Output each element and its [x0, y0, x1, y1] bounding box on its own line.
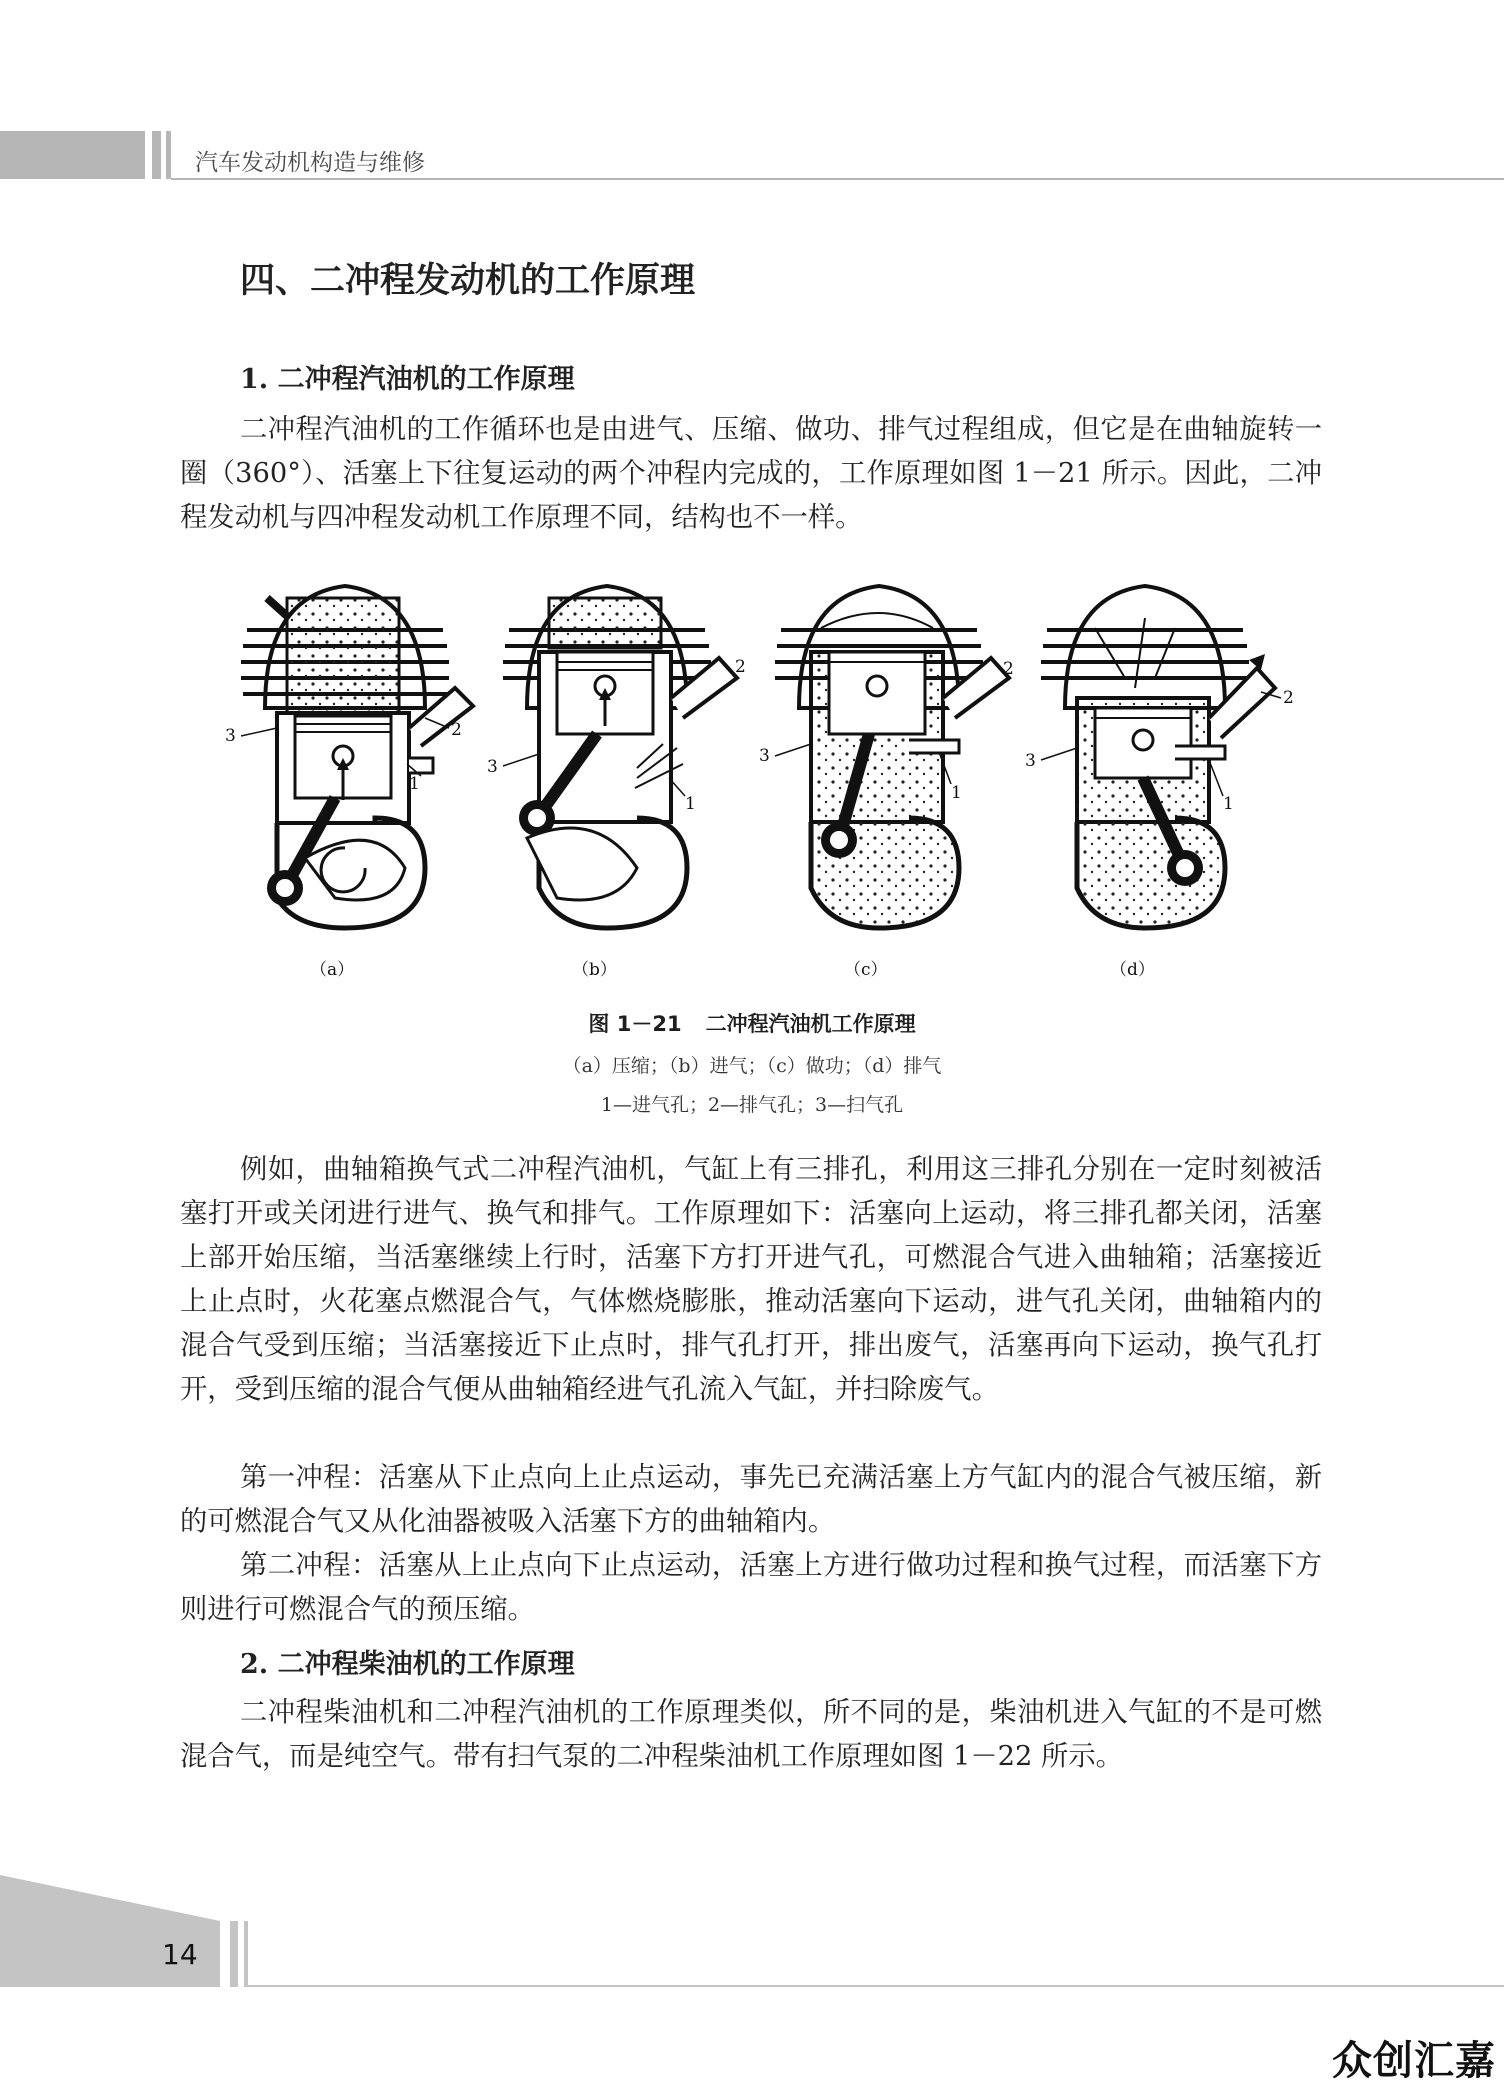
engine-diagram-d [1025, 586, 1294, 980]
figure-number: 图 1－21 [588, 1012, 682, 1036]
part-label-2: 2 [1283, 688, 1294, 708]
page-number: 14 [162, 1938, 198, 1971]
subsection-heading-gasoline: 1. 二冲程汽油机的工作原理 [240, 364, 575, 395]
engine-diagram-c [759, 586, 1014, 980]
panel-label-c: （c） [844, 960, 888, 980]
part-label-2: 2 [451, 720, 462, 740]
part-label-2: 2 [1003, 659, 1014, 679]
paragraph-intro: 二冲程汽油机的工作循环也是由进气、压缩、做功、排气过程组成，但它是在曲轴旋转一圈（360°）、活塞上下往复运动的两个冲程内完成的，工作原理如图 1－21 所示。因此，二冲程发动机与四冲程发动机工作原理不同，结构也不一样。 [180, 414, 1322, 533]
header-decor-bar [166, 131, 171, 179]
paragraph-first-stroke: 第一冲程：活塞从下止点向上止点运动，事先已充满活塞上方气缸内的混合气被压缩，新的可燃混合气又从化油器被吸入活塞下方的曲轴箱内。 [180, 1462, 1322, 1537]
header-decor-block [0, 131, 145, 179]
header-decor-bar [152, 131, 161, 179]
figure-caption [0, 1008, 1504, 1038]
running-header-title: 汽车发动机构造与维修 [195, 150, 425, 176]
part-label-2: 2 [735, 657, 746, 677]
figure-title: 二冲程汽油机工作原理 [705, 1012, 916, 1036]
paragraph-second-stroke: 第二冲程：活塞从上止点向下止点运动，活塞上方进行做功过程和换气过程，而活塞下方则进行可燃混合气的预压缩。 [180, 1550, 1322, 1625]
paragraph-diesel: 二冲程柴油机和二冲程汽油机的工作原理类似，所不同的是，柴油机进入气缸的不是可燃混合气，而是纯空气。带有扫气泵的二冲程柴油机工作原理如图 1－22 所示。 [180, 1697, 1322, 1772]
part-label-1: 1 [1223, 794, 1234, 814]
section-heading: 四、二冲程发动机的工作原理 [240, 261, 696, 301]
figure-subcaption-parts: 1—进气孔；2—排气孔；3—扫气孔 [600, 1094, 904, 1116]
paragraph-example: 例如，曲轴箱换气式二冲程汽油机，气缸上有三排孔，利用这三排孔分别在一定时刻被活塞打开或关闭进行进气、换气和排气。工作原理如下：活塞向上运动，将三排孔都关闭，活塞上部开始压缩，当活塞继续上行时，活塞下方打开进气孔，可燃混合气进入曲轴箱；活塞接近上止点时，火花塞点燃混合气，气体燃烧膨胀，推动活塞向下运动，进气孔关闭，曲轴箱内的混合气受到压缩；当活塞接近下止点时，排气孔打开，排出废气，活塞再向下运动，换气孔打开，受到压缩的混合气便从曲轴箱经进气孔流入气缸，并扫除废气。 [180, 1154, 1322, 1405]
header-rule [171, 178, 1504, 180]
part-label-3: 3 [225, 726, 236, 746]
part-label-3: 3 [1025, 751, 1036, 771]
part-label-3: 3 [487, 757, 498, 777]
panel-label-b: （b） [572, 960, 617, 980]
part-label-1: 1 [951, 783, 962, 803]
part-label-1: 1 [685, 794, 696, 814]
engine-diagram-figure [225, 568, 1315, 988]
panel-label-d: （d） [1110, 960, 1155, 980]
engine-diagram-b [487, 586, 746, 980]
publisher-watermark: 众创汇嘉 [1332, 2038, 1496, 2084]
panel-label-a: （a） [310, 960, 355, 980]
figure-subcaption-stages: （a）压缩；（b）进气；（c）做功；（d）排气 [562, 1055, 942, 1077]
subsection-heading-diesel: 2. 二冲程柴油机的工作原理 [240, 1649, 575, 1680]
engine-diagram-a [225, 586, 473, 980]
footer-decoration [0, 1875, 1504, 1995]
part-label-3: 3 [759, 746, 770, 766]
part-label-1: 1 [409, 774, 420, 794]
